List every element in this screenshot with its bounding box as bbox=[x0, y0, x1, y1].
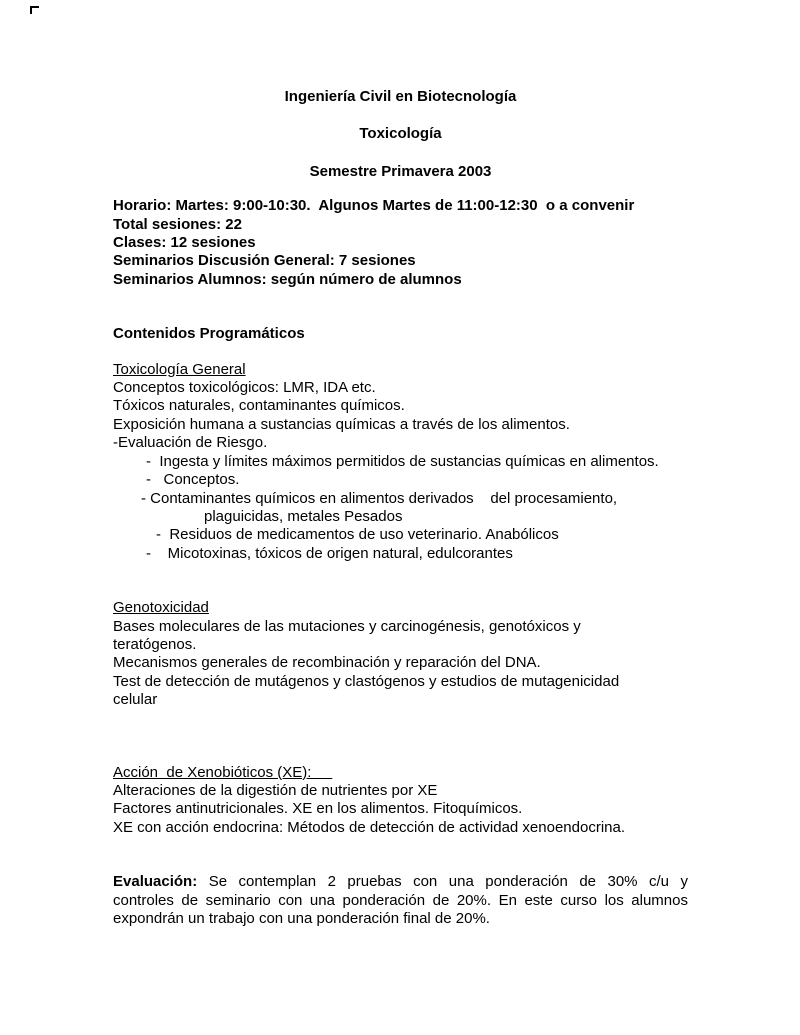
evaluation-text-1: Se contemplan 2 pruebas con una ponderación de 30% c/u y bbox=[208, 873, 688, 891]
section-genotoxicidad bbox=[113, 599, 688, 709]
tox-bullet-residuos: - Residuos de medicamentos de uso veterinario. Anabólicos bbox=[156, 526, 559, 544]
page-corner-mark bbox=[30, 6, 39, 14]
evaluation-label: Evaluación: bbox=[113, 873, 198, 891]
geno-line: Mecanismos generales de recombinación y reparación del DNA. bbox=[113, 654, 541, 672]
tox-line: Tóxicos naturales, contaminantes químicos. bbox=[113, 397, 405, 415]
schedule-line-horario: Horario: Martes: 9:00-10:30. Algunos Martes de 11:00-12:30 o a convenir bbox=[113, 197, 635, 215]
tox-line: -Evaluación de Riesgo. bbox=[113, 434, 268, 452]
doc-course-title: Toxicología bbox=[359, 125, 442, 143]
tox-bullet-contaminantes: - Contaminantes químicos en alimentos derivados del procesamiento, bbox=[141, 489, 618, 507]
schedule-line-clases: Clases: 12 sesiones bbox=[113, 234, 256, 252]
evaluation-line-2: controles de seminario con una ponderación de 20%. En este curso los alumnos bbox=[113, 891, 688, 909]
section-heading-toxicologia: Toxicología General bbox=[113, 360, 246, 378]
evaluation-line-3: expondrán un trabajo con una ponderación final de 20%. bbox=[113, 910, 490, 927]
tox-bullet-micotoxinas: - Micotoxinas, tóxicos de origen natural, edulcorantes bbox=[146, 544, 513, 562]
tox-line: Conceptos toxicológicos: LMR, IDA etc. bbox=[113, 379, 376, 397]
section-xenobioticos bbox=[113, 764, 688, 838]
tox-bullet-ingesta: - Ingesta y límites máximos permitidos de sustancias químicas en alimentos. bbox=[146, 452, 659, 470]
section-heading-xenobioticos: Acción de Xenobióticos (XE): bbox=[113, 763, 333, 781]
tox-bullet-plaguicidas: plaguicidas, metales Pesados bbox=[204, 507, 403, 525]
geno-line: Test de detección de mutágenos y clastógenos y estudios de mutagenicidad bbox=[113, 672, 620, 690]
doc-title: Ingeniería Civil en Biotecnología bbox=[284, 88, 517, 105]
xeno-line: XE con acción endocrina: Métodos de detección de actividad xenoendocrina. bbox=[113, 818, 625, 836]
schedule-line-seminarios-alumnos: Seminarios Alumnos: según número de alumnos bbox=[113, 270, 462, 288]
schedule-block bbox=[113, 197, 688, 289]
tox-bullet-conceptos: - Conceptos. bbox=[146, 471, 240, 489]
tox-line: Exposición humana a sustancias químicas a través de los alimentos. bbox=[113, 415, 570, 433]
xeno-line: Alteraciones de la digestión de nutrientes por XE bbox=[113, 781, 438, 799]
doc-semester: Semestre Primavera 2003 bbox=[309, 162, 492, 180]
schedule-line-total-sesiones: Total sesiones: 22 bbox=[113, 215, 242, 233]
geno-line: teratógenos. bbox=[113, 635, 197, 653]
geno-line: Bases moleculares de las mutaciones y carcinogénesis, genotóxicos y bbox=[113, 617, 581, 635]
evaluation-line-1 bbox=[113, 873, 688, 891]
contents-heading: Contenidos Programáticos bbox=[113, 325, 305, 343]
xeno-line: Factores antinutricionales. XE en los alimentos. Fitoquímicos. bbox=[113, 800, 523, 818]
section-heading-genotoxicidad: Genotoxicidad bbox=[113, 599, 209, 617]
section-toxicologia-general bbox=[113, 361, 688, 563]
schedule-line-seminarios-discusion: Seminarios Discusión General: 7 sesiones bbox=[113, 252, 416, 270]
section-evaluacion bbox=[113, 873, 688, 928]
geno-line: celular bbox=[113, 691, 158, 709]
